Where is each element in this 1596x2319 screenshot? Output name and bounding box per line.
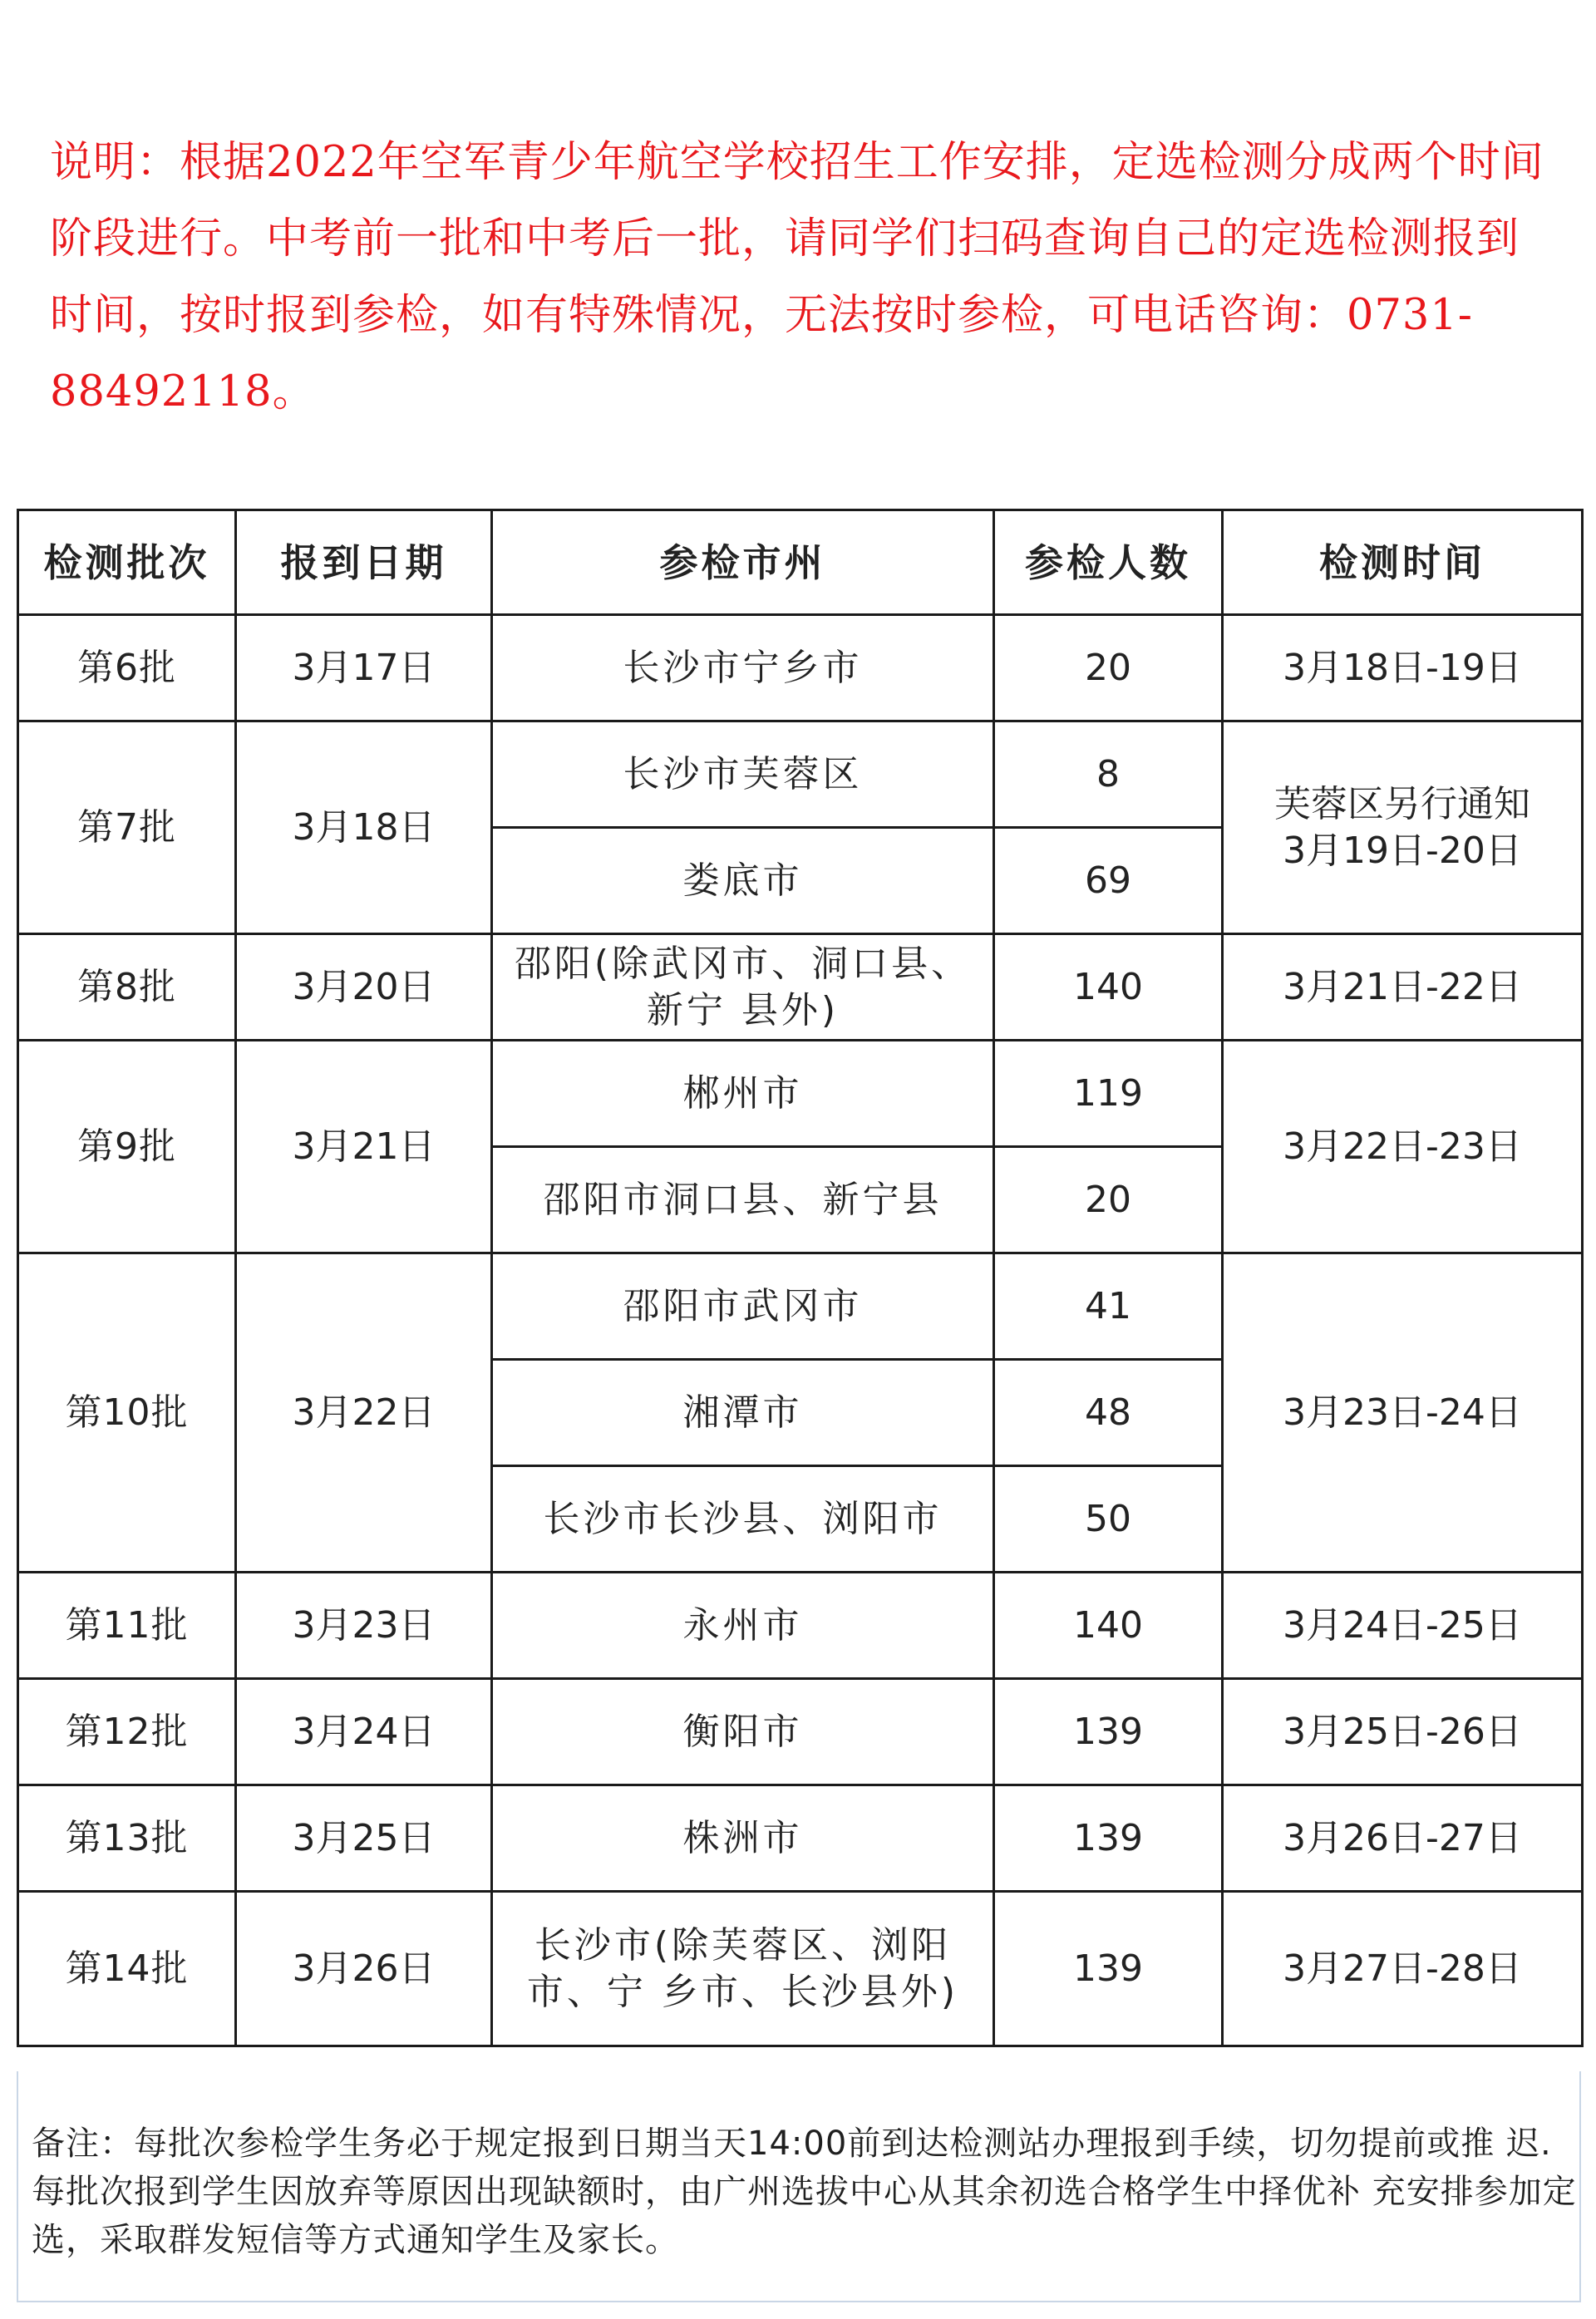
count-cell: 48 bbox=[994, 1360, 1223, 1466]
table-header-row bbox=[18, 510, 1583, 615]
table-row bbox=[18, 721, 1583, 828]
count-cell: 140 bbox=[994, 934, 1223, 1041]
count-cell: 20 bbox=[994, 1147, 1223, 1253]
inspection-time-cell: 3月25日-26日 bbox=[1223, 1679, 1583, 1785]
count-cell: 41 bbox=[994, 1253, 1223, 1360]
batch-cell: 第6批 bbox=[18, 615, 236, 721]
report-date-cell: 3月25日 bbox=[236, 1785, 492, 1892]
table-row bbox=[18, 934, 1583, 1041]
count-cell: 139 bbox=[994, 1679, 1223, 1785]
city-cell: 湘潭市 bbox=[492, 1360, 994, 1466]
batch-cell: 第7批 bbox=[18, 721, 236, 934]
table-row bbox=[18, 1892, 1583, 2046]
city-cell: 邵阳(除武冈市、洞口县、新宁 县外) bbox=[492, 934, 994, 1041]
header-city: 参检市州 bbox=[492, 510, 994, 615]
report-date-cell: 3月21日 bbox=[236, 1041, 492, 1253]
city-cell: 娄底市 bbox=[492, 828, 994, 934]
batch-cell: 第10批 bbox=[18, 1253, 236, 1573]
city-cell: 长沙市宁乡市 bbox=[492, 615, 994, 721]
batch-cell: 第12批 bbox=[18, 1679, 236, 1785]
header-report-date: 报到日期 bbox=[236, 510, 492, 615]
table-row bbox=[18, 1573, 1583, 1679]
table-row bbox=[18, 615, 1583, 721]
city-cell: 邵阳市武冈市 bbox=[492, 1253, 994, 1360]
city-cell: 长沙市芙蓉区 bbox=[492, 721, 994, 828]
report-date-cell: 3月20日 bbox=[236, 934, 492, 1041]
count-cell: 119 bbox=[994, 1041, 1223, 1147]
inspection-schedule-table bbox=[17, 509, 1584, 2047]
count-cell: 20 bbox=[994, 615, 1223, 721]
count-cell: 139 bbox=[994, 1785, 1223, 1892]
table-row bbox=[18, 1785, 1583, 1892]
city-cell: 株洲市 bbox=[492, 1785, 994, 1892]
batch-cell: 第14批 bbox=[18, 1892, 236, 2046]
inspection-time-cell: 3月23日-24日 bbox=[1223, 1253, 1583, 1573]
count-cell: 8 bbox=[994, 721, 1223, 828]
report-date-cell: 3月24日 bbox=[236, 1679, 492, 1785]
inspection-time-cell: 3月27日-28日 bbox=[1223, 1892, 1583, 2046]
count-cell: 69 bbox=[994, 828, 1223, 934]
city-cell: 长沙市(除芙蓉区、浏阳市、宁 乡市、长沙县外) bbox=[492, 1892, 994, 2046]
header-inspection-time: 检测时间 bbox=[1223, 510, 1583, 615]
remarks-note: 备注：每批次参检学生务必于规定报到日期当天14:00前到达检测站办理报到手续，切勿提前或推 迟.每批次报到学生因放弃等原因出现缺额时，由广州选拔中心从其余初选合格学生中择优补 充安排参加定选，采取群发短信等方式通知学生及家长。 bbox=[17, 2071, 1581, 2302]
batch-cell: 第9批 bbox=[18, 1041, 236, 1253]
inspection-time-cell: 3月22日-23日 bbox=[1223, 1041, 1583, 1253]
city-cell: 衡阳市 bbox=[492, 1679, 994, 1785]
report-date-cell: 3月26日 bbox=[236, 1892, 492, 2046]
table-row bbox=[18, 1253, 1583, 1360]
intro-notice: 说明：根据2022年空军青少年航空学校招生工作安排，定选检测分成两个时间阶段进行。中考前一批和中考后一批，请同学们扫码查询自己的定选检测报到时间，按时报到参检，如有特殊情况，无法按时参检，可电话咨询：0731-88492118。 bbox=[50, 138, 1544, 416]
inspection-time-cell: 3月24日-25日 bbox=[1223, 1573, 1583, 1679]
header-batch: 检测批次 bbox=[18, 510, 236, 615]
count-cell: 50 bbox=[994, 1466, 1223, 1573]
inspection-time-range: 3月19日-20日 bbox=[1283, 829, 1522, 872]
report-date-cell: 3月22日 bbox=[236, 1253, 492, 1573]
city-cell: 邵阳市洞口县、新宁县 bbox=[492, 1147, 994, 1253]
count-cell: 140 bbox=[994, 1573, 1223, 1679]
inspection-time-cell: 3月26日-27日 bbox=[1223, 1785, 1583, 1892]
inspection-time-cell bbox=[1223, 721, 1583, 934]
city-cell: 长沙市长沙县、浏阳市 bbox=[492, 1466, 994, 1573]
city-cell: 郴州市 bbox=[492, 1041, 994, 1147]
count-cell: 139 bbox=[994, 1892, 1223, 2046]
header-count: 参检人数 bbox=[994, 510, 1223, 615]
inspection-time-cell: 3月21日-22日 bbox=[1223, 934, 1583, 1041]
table-row bbox=[18, 1041, 1583, 1147]
table-row bbox=[18, 1679, 1583, 1785]
batch-cell: 第13批 bbox=[18, 1785, 236, 1892]
batch-cell: 第11批 bbox=[18, 1573, 236, 1679]
report-date-cell: 3月17日 bbox=[236, 615, 492, 721]
batch-cell: 第8批 bbox=[18, 934, 236, 1041]
report-date-cell: 3月18日 bbox=[236, 721, 492, 934]
city-cell: 永州市 bbox=[492, 1573, 994, 1679]
report-date-cell: 3月23日 bbox=[236, 1573, 492, 1679]
inspection-time-cell: 3月18日-19日 bbox=[1223, 615, 1583, 721]
inspection-time-note: 芙蓉区另行通知 bbox=[1274, 782, 1530, 825]
